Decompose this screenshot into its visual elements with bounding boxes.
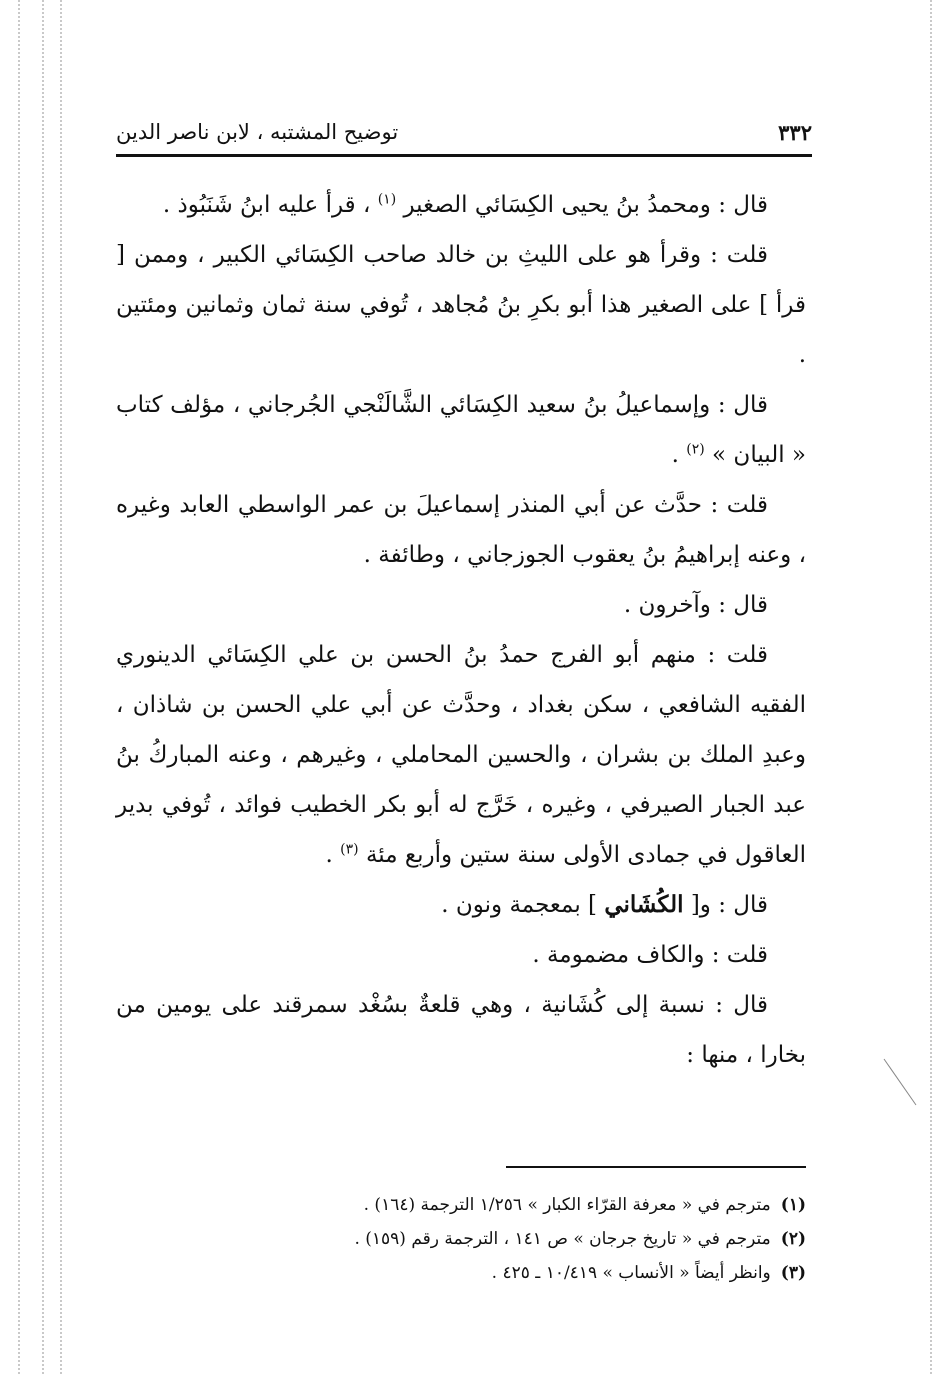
footnote-ref: (١)	[377, 191, 397, 208]
paragraph-text: ، قرأ عليه ابنُ شَنَبُوذ .	[162, 192, 371, 218]
paragraph-text: قلت : وقرأ هو على الليثِ بن خالد صاحب الكِسَائي الكبير ، وممن [ قرأ ] على الصغير هذا أبو بكرِ بنُ مُجاهد ، تُوفي سنة ثمان وثمانين ومئتين .	[116, 242, 806, 368]
margin-dotted-line	[42, 0, 44, 1374]
footnotes	[116, 1188, 806, 1290]
paragraph-text: قال : وآخرون .	[623, 592, 768, 618]
footnote-rule	[506, 1166, 806, 1168]
paragraph-text: قال : و[	[683, 892, 768, 918]
paragraph-text: .	[325, 842, 333, 868]
paragraph-text: قلت : حدَّث عن أبي المنذر إسماعيلَ بن عمر الواسطي العابد وغيره ، وعنه إبراهيمُ بنُ يعقوب الجوزجاني ، وطائفة .	[116, 492, 806, 568]
page-header	[116, 112, 812, 152]
main-text	[116, 180, 806, 1080]
paragraph	[116, 230, 806, 380]
running-title: توضيح المشتبه ، لابن ناصر الدين	[116, 120, 399, 144]
page-number: ٣٣٢	[778, 119, 812, 145]
paragraph-text: ] بمعجمة ونون .	[441, 892, 605, 918]
paragraph	[116, 880, 806, 930]
footnote	[116, 1256, 806, 1290]
paragraph	[116, 630, 806, 880]
margin-dotted-line	[18, 0, 20, 1374]
footnote-number: (١)	[780, 1195, 806, 1215]
margin-dotted-line	[60, 0, 62, 1374]
footnote-number: (٢)	[780, 1229, 806, 1249]
paragraph	[116, 180, 806, 230]
footnote	[116, 1222, 806, 1256]
footnote	[116, 1188, 806, 1222]
paragraph-text: .	[671, 442, 679, 468]
paragraph	[116, 480, 806, 580]
paragraph-text: قلت : منهم أبو الفرج حمدُ بنُ الحسن بن علي الكِسَائي الدينوري الفقيه الشافعي ، سكن بغداد ، وحدَّث عن أبي علي الحسن بن شاذان ، وعبدِ الملك بن بشران ، والحسين المحاملي ، وغيرهم ، وعنه المباركُ بنُ عبد الجبار الصيرفي ، وغيره ، خَرَّج له أبو بكر الخطيب فوائد ، تُوفي بدير العاقول في جمادى الأولى سنة ستين وأربع مئة	[116, 642, 806, 868]
paragraph	[116, 930, 806, 980]
paragraph	[116, 380, 806, 480]
headword: الكُشَاني	[604, 891, 684, 918]
footnote-number: (٣)	[780, 1263, 806, 1283]
footnote-ref: (٢)	[686, 441, 705, 458]
paragraph-text: قال : ومحمدُ بنُ يحيى الكِسَائي الصغير	[403, 192, 768, 218]
paragraph	[116, 580, 806, 630]
paragraph-text: قال : نسبة إلى كُشَانية ، وهي قلعةٌ بسُغْد سمرقند على يومين من بخارا ، منها :	[116, 992, 806, 1068]
header-rule	[116, 154, 812, 157]
footnote-text: مترجم في « تاريخ جرجان » ص ١٤١ ، الترجمة رقم (١٥٩) .	[354, 1229, 771, 1249]
footnote-ref: (٣)	[340, 841, 359, 858]
margin-dotted-line	[930, 0, 932, 1374]
footnote-text: مترجم في « معرفة القرّاء الكبار » ١/٢٥٦ الترجمة (١٦٤) .	[363, 1195, 771, 1215]
footnote-text: وانظر أيضاً « الأنساب » ١٠/٤١٩ ـ ٤٢٥ .	[491, 1263, 771, 1283]
scan-mark	[880, 1055, 920, 1110]
paragraph-text: قال : وإسماعيلُ بنُ سعيد الكِسَائي الشَّالَنْجي الجُرجاني ، مؤلف كتاب « البيان »	[116, 392, 806, 468]
paragraph-text: قلت : والكاف مضمومة .	[532, 942, 768, 968]
paragraph	[116, 980, 806, 1080]
